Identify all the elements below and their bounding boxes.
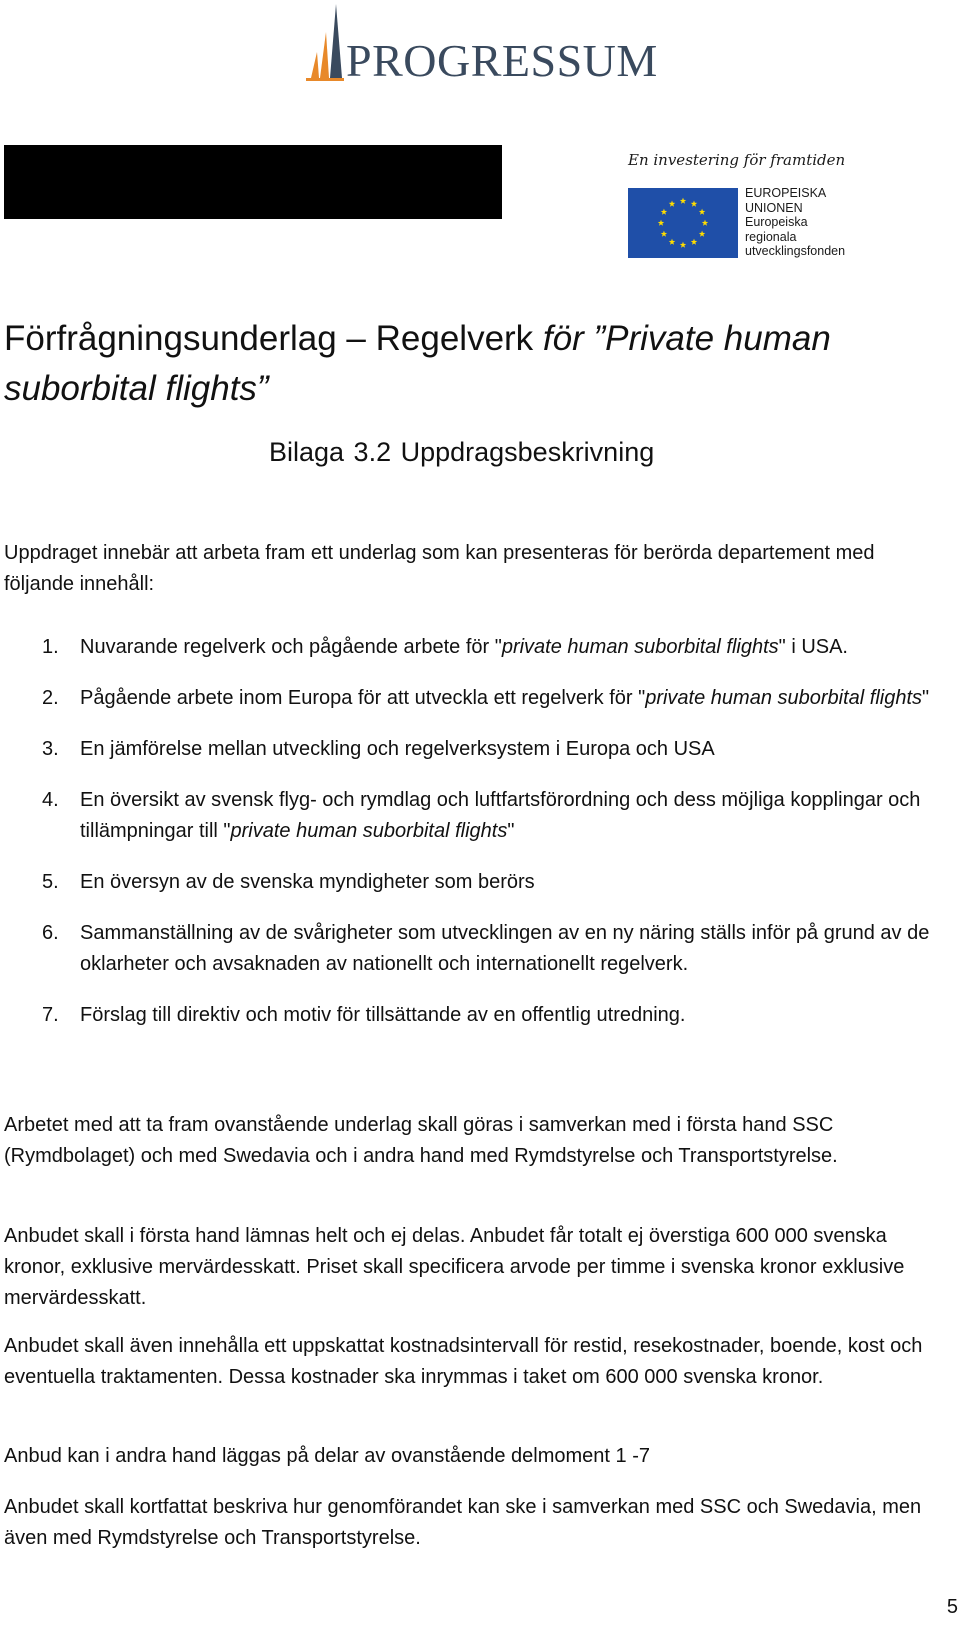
eu-fund-label (745, 186, 845, 259)
eu-line: Europeiska (745, 215, 808, 230)
eu-line: utvecklingsfonden (745, 244, 846, 259)
page-number: 5 (946, 1596, 958, 1618)
list-number: 1. (42, 636, 59, 658)
list-item (0, 918, 950, 980)
list-text-italic: private human suborbital flights (501, 636, 779, 658)
list-item (0, 632, 950, 663)
logo-text: PROGRESSUM (346, 35, 658, 86)
document-subtitle: Bilaga 3.2 Uppdragsbeskrivning (269, 437, 655, 467)
list-text-italic: private human suborbital flights (645, 687, 923, 709)
list-number: 3. (42, 738, 59, 760)
list-text-after: " i USA. (778, 636, 848, 658)
title-part-2: för ”Private human suborbital flights” (4, 319, 831, 408)
list-number: 4. (42, 789, 59, 811)
title-part-1: Förfrågningsunderlag – Regelverk (4, 319, 543, 358)
eu-line: UNIONEN (745, 200, 803, 215)
body-paragraph: Arbetet med att ta fram ovanstående underlag skall göras i samverkan med i första hand SSC (Rymdbolaget) och med Swedavia och i andra hand med Rymdstyrelse och Transportstyrelse. (4, 1114, 838, 1167)
list-item (0, 785, 950, 847)
eu-line: regionala (745, 229, 797, 244)
logo-mark-icon (306, 4, 346, 82)
list-item (0, 867, 950, 898)
list-text-italic: private human suborbital flights (230, 820, 508, 842)
body-paragraph: Anbudet skall kortfattat beskriva hur genomförandet kan ske i samverkan med SSC och Swedavia, men även med Rymdstyrelse och Transportstyrelse. (4, 1496, 922, 1549)
list-text: Nuvarande regelverk och pågående arbete för " (80, 636, 502, 658)
list-number: 5. (42, 871, 59, 893)
body-paragraph: Anbudet skall även innehålla ett uppskattat kostnadsintervall för restid, resekostnader, boende, kost och eventuella traktamenten. Dessa kostnader ska inrymmas i taket om 600 000 svenska kronor. (4, 1335, 923, 1388)
list-text: En jämförelse mellan utveckling och regelverksystem i Europa och USA (80, 738, 715, 760)
intro-paragraph: Uppdraget innebär att arbeta fram ett underlag som kan presenteras för berörda departement med följande innehåll: (4, 542, 875, 595)
list-text: Sammanställning av de svårigheter som utvecklingen av en ny näring ställs inför på grund av de oklarheter och avsaknaden av nationellt och internationellt regelverk. (80, 922, 930, 975)
list-text: Förslag till direktiv och motiv för tillsättande av en offentlig utredning. (80, 1004, 686, 1026)
content-list (0, 632, 950, 1051)
progressum-logo (306, 4, 656, 86)
list-item (0, 683, 950, 714)
list-text: Pågående arbete inom Europa för att utveckla ett regelverk för " (80, 687, 646, 709)
list-item (0, 734, 950, 765)
tagline: En investering för framtiden (628, 151, 846, 169)
eu-flag-icon (628, 188, 738, 258)
list-text: En översikt av svensk flyg- och rymdlag och luftfartsförordning och dess möjliga kopplingar och tillämpningar till " (80, 789, 921, 842)
body-paragraph: Anbud kan i andra hand läggas på delar av ovanstående delmoment 1 -7 (4, 1445, 651, 1467)
body-paragraph: Anbudet skall i första hand lämnas helt och ej delas. Anbudet får totalt ej överstiga 600 000 svenska kronor, exklusive mervärdesskatt. Priset skall specificera arvode per timme i svenska kronor exklusive mervärdesskatt. (4, 1225, 905, 1309)
list-number: 7. (42, 1004, 59, 1026)
list-text: En översyn av de svenska myndigheter som berörs (80, 871, 535, 893)
list-item (0, 1000, 950, 1031)
list-text-after: " (507, 820, 515, 842)
list-text-after: " (922, 687, 930, 709)
redacted-block (4, 145, 502, 219)
document-title (4, 314, 934, 414)
eu-line: EUROPEISKA (745, 186, 827, 200)
list-number: 2. (42, 687, 59, 709)
list-number: 6. (42, 922, 59, 944)
